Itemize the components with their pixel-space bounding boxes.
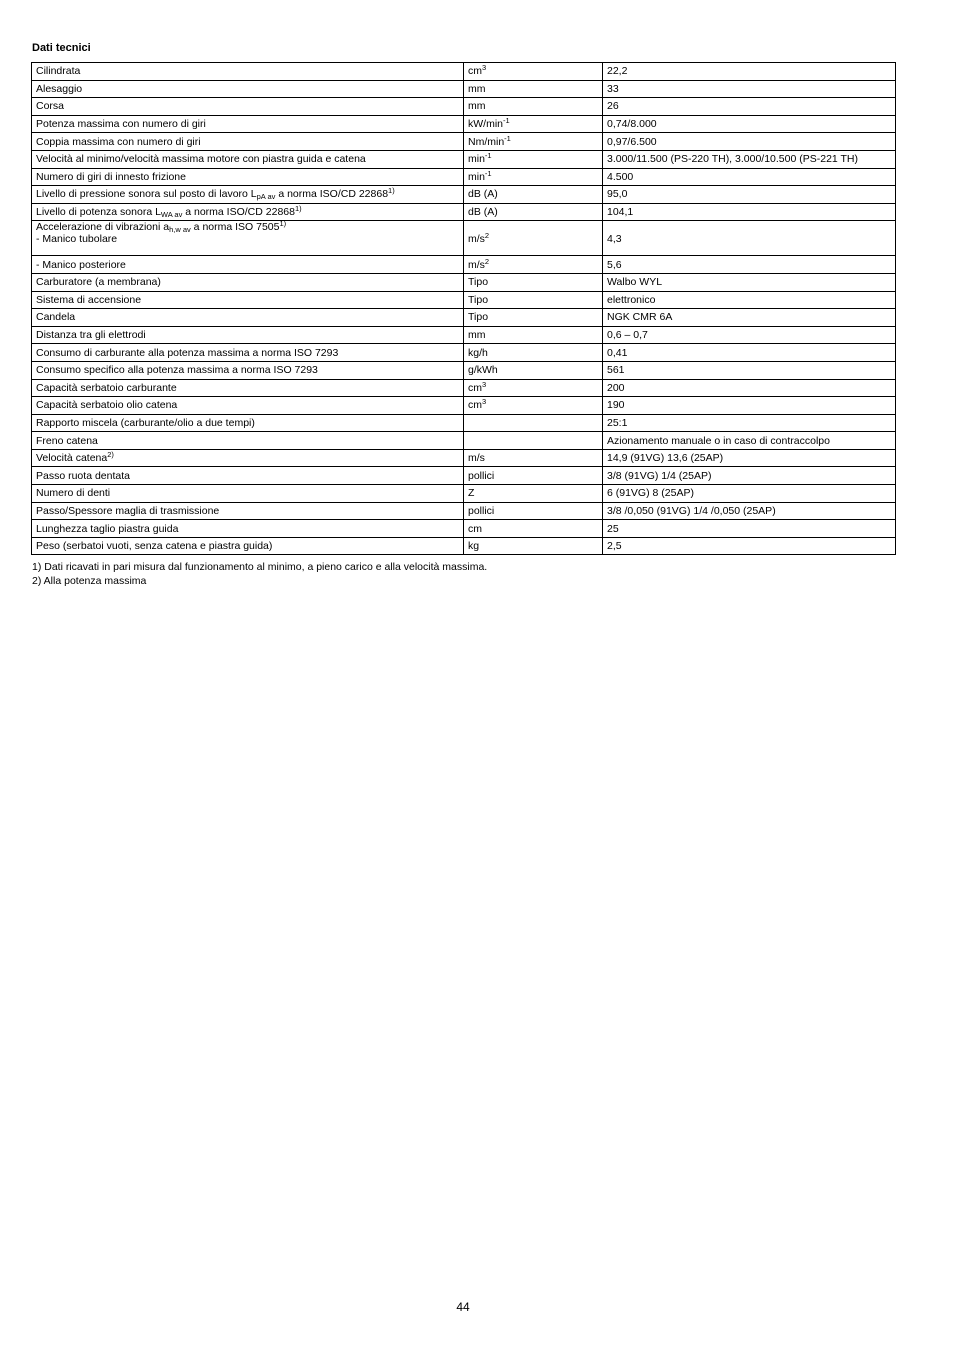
spec-unit [464, 273, 603, 291]
spec-unit [464, 63, 603, 81]
spec-label-text: Rapporto miscela (carburante/olio a due tempi) [36, 416, 255, 429]
spec-unit-text: kg [468, 540, 480, 553]
spec-value [603, 203, 896, 221]
spec-unit [464, 414, 603, 432]
spec-label-footnote-ref: 1) [294, 204, 302, 214]
spec-label-line [36, 276, 161, 288]
spec-label-line [36, 118, 206, 130]
spec-label [32, 414, 464, 432]
spec-unit [464, 361, 603, 379]
spec-unit-text: pollici [468, 469, 495, 482]
spec-label-line [36, 417, 255, 429]
table-row [32, 63, 896, 81]
spec-value-text: 561 [607, 364, 625, 377]
spec-unit [464, 133, 603, 151]
table-row [32, 397, 896, 415]
spec-value [603, 256, 896, 274]
table-row [32, 485, 896, 503]
spec-label-line [36, 347, 338, 359]
spec-value [603, 168, 896, 186]
spec-label-text: Accelerazione di vibrazioni a [36, 221, 170, 234]
spec-label-line [36, 487, 110, 499]
spec-unit-exponent: 3 [482, 63, 487, 73]
table-row [32, 203, 896, 221]
spec-label [32, 80, 464, 98]
spec-unit-text: Nm/min [468, 135, 505, 148]
table-row [32, 80, 896, 98]
spec-value-text: 0,41 [607, 346, 628, 359]
spec-label-suffix: a norma ISO 7505 [190, 221, 280, 234]
spec-label-text: Coppia massima con numero di giri [36, 135, 201, 148]
spec-unit-exponent: 3 [482, 379, 487, 389]
spec-label-line [36, 452, 114, 464]
spec-unit-text: m/s [468, 258, 485, 271]
spec-value-text: 4.500 [607, 170, 634, 183]
table-row [32, 291, 896, 309]
spec-unit-text: kg/h [468, 346, 488, 359]
spec-value [603, 326, 896, 344]
table-row [32, 361, 896, 379]
spec-value-text: 5,6 [607, 258, 622, 271]
spec-value [603, 485, 896, 503]
spec-label-text: Consumo di carburante alla potenza massima a norma ISO 7293 [36, 346, 339, 359]
spec-label [32, 344, 464, 362]
spec-value [603, 273, 896, 291]
table-row [32, 520, 896, 538]
spec-unit-text: cm [468, 399, 482, 412]
spec-unit-text: m/s [468, 452, 485, 465]
table-row [32, 221, 896, 256]
table-row [32, 326, 896, 344]
spec-label-line [36, 188, 395, 200]
spec-label [32, 115, 464, 133]
spec-unit-text: Tipo [468, 276, 489, 289]
table-row [32, 273, 896, 291]
spec-unit-text: Tipo [468, 311, 489, 324]
spec-unit-text: cm [468, 65, 482, 78]
spec-unit [464, 150, 603, 168]
table-row [32, 115, 896, 133]
table-row [32, 414, 896, 432]
spec-label [32, 397, 464, 415]
spec-label-text: Carburatore (a membrana) [36, 276, 161, 289]
spec-unit [464, 203, 603, 221]
spec-label-line [36, 470, 130, 482]
spec-value-text: 26 [607, 100, 619, 113]
spec-unit [464, 432, 603, 450]
spec-unit [464, 98, 603, 116]
spec-label [32, 291, 464, 309]
spec-label [32, 467, 464, 485]
spec-label [32, 273, 464, 291]
spec-label [32, 502, 464, 520]
spec-value [603, 63, 896, 81]
spec-unit [464, 326, 603, 344]
spec-unit [464, 537, 603, 555]
spec-label-text: Peso (serbatoi vuoti, senza catena e piastra guida) [36, 540, 273, 553]
spec-unit-exponent: 2 [484, 231, 490, 241]
spec-unit [464, 397, 603, 415]
spec-label-line [36, 259, 126, 271]
spec-label-text: Alesaggio [36, 82, 83, 95]
spec-unit-text: mm [468, 329, 486, 342]
spec-unit-text: min [468, 170, 485, 183]
spec-label-text: Livello di pressione sonora sul posto di lavoro L [36, 188, 257, 201]
spec-label-text: Velocità catena [36, 452, 108, 465]
spec-label-line [36, 523, 178, 535]
section-title: Dati tecnici [32, 42, 91, 54]
spec-unit-exponent: -1 [504, 133, 511, 143]
spec-label-text: Distanza tra gli elettrodi [36, 329, 146, 342]
spec-label-line [36, 171, 186, 183]
spec-value-text: Azionamento manuale o in caso di contraccolpo [607, 434, 830, 447]
spec-label-subscript: pA av [256, 192, 276, 202]
spec-value-text: 0,74/8.000 [607, 118, 657, 131]
spec-label-text: Sistema di accensione [36, 293, 142, 306]
spec-value-text: 95,0 [607, 188, 628, 201]
spec-value [603, 414, 896, 432]
spec-table [31, 62, 896, 555]
spec-unit [464, 344, 603, 362]
spec-label-text: Corsa [36, 100, 65, 113]
spec-unit [464, 485, 603, 503]
spec-label-subscript: WA av [160, 210, 183, 220]
spec-unit-exponent: -1 [484, 151, 492, 161]
spec-label-footnote-ref: 1) [279, 219, 287, 229]
spec-label-suffix: a norma ISO/CD 22868 [275, 188, 389, 201]
spec-label-line [36, 505, 219, 517]
spec-label-line [36, 65, 80, 77]
spec-unit-text: dB (A) [468, 206, 498, 219]
table-row [32, 379, 896, 397]
spec-label-line [36, 364, 318, 376]
table-row [32, 98, 896, 116]
spec-value [603, 449, 896, 467]
spec-label-line [36, 206, 302, 218]
spec-value [603, 379, 896, 397]
spec-label-line [36, 100, 64, 112]
spec-unit [464, 502, 603, 520]
spec-value [603, 397, 896, 415]
spec-label-line [36, 382, 177, 394]
spec-unit-text: min [468, 153, 485, 166]
spec-value-text: 25:1 [607, 416, 628, 429]
footnotes [32, 561, 487, 588]
spec-unit [464, 256, 603, 274]
spec-unit [464, 221, 603, 256]
table-row [32, 432, 896, 450]
spec-unit [464, 291, 603, 309]
spec-label-line [36, 329, 146, 341]
spec-label-text: Passo ruota dentata [36, 469, 130, 482]
spec-label [32, 186, 464, 204]
page-number: 44 [456, 1300, 470, 1314]
spec-unit [464, 186, 603, 204]
spec-value [603, 344, 896, 362]
spec-value [603, 520, 896, 538]
spec-value-text: 4,3 [607, 233, 622, 246]
spec-label-text: Freno catena [36, 434, 98, 447]
spec-label-line [36, 540, 272, 552]
spec-label-text: Lunghezza taglio piastra guida [36, 522, 179, 535]
spec-unit-text: kW/min [468, 118, 503, 131]
spec-label-suffix: a norma ISO/CD 22868 [182, 206, 295, 219]
spec-value [603, 502, 896, 520]
spec-unit-text: Z [468, 487, 475, 500]
spec-value-text: 104,1 [607, 206, 634, 219]
spec-value [603, 80, 896, 98]
spec-unit-text: m/s [468, 233, 485, 246]
spec-label-line [36, 311, 75, 323]
spec-unit [464, 80, 603, 98]
spec-value [603, 291, 896, 309]
spec-value [603, 150, 896, 168]
spec-label [32, 98, 464, 116]
spec-value-text: 0,6 – 0,7 [607, 329, 648, 342]
spec-unit-text: pollici [468, 504, 495, 517]
spec-value [603, 221, 896, 256]
table-row [32, 537, 896, 555]
spec-label-text: Capacità serbatoio carburante [36, 381, 177, 394]
spec-unit-text: Tipo [468, 293, 489, 306]
spec-value [603, 98, 896, 116]
spec-label-text: Cilindrata [36, 65, 81, 78]
spec-value-text: NGK CMR 6A [607, 311, 673, 324]
spec-value-text: 6 (91VG) 8 (25AP) [607, 487, 694, 500]
table-row [32, 309, 896, 327]
spec-unit [464, 168, 603, 186]
spec-label-text: Consumo specifico alla potenza massima a norma ISO 7293 [36, 364, 318, 377]
spec-label-line [36, 221, 459, 233]
spec-value-text: 0,97/6.500 [607, 135, 657, 148]
spec-label-text: Candela [36, 311, 76, 324]
footnote-1: 1) Dati ricavati in pari misura dal funzionamento al minimo, a pieno carico e alla velocità massima. [32, 561, 488, 573]
spec-label-text: Passo/Spessore maglia di trasmissione [36, 504, 220, 517]
spec-label-text: Potenza massima con numero di giri [36, 118, 206, 131]
spec-label-footnote-ref: 2) [107, 450, 114, 460]
spec-unit-exponent: 3 [482, 397, 487, 407]
spec-label [32, 309, 464, 327]
spec-label-line [36, 435, 98, 447]
spec-unit-text: cm [468, 522, 482, 535]
spec-label-text: Numero di giri di innesto frizione [36, 170, 186, 183]
spec-label [32, 537, 464, 555]
spec-label-text: Velocità al minimo/velocità massima motore con piastra guida e catena [36, 153, 366, 166]
spec-label-text: - Manico posteriore [36, 258, 126, 271]
spec-label [32, 485, 464, 503]
spec-label-line [36, 399, 177, 411]
spec-value-text: 2,5 [607, 540, 622, 553]
spec-table-body [32, 63, 896, 555]
spec-value [603, 133, 896, 151]
table-row [32, 467, 896, 485]
spec-label-subscript: h,w av [169, 225, 191, 235]
spec-unit-text: mm [468, 82, 486, 95]
spec-label [32, 203, 464, 221]
spec-value-text: 22,2 [607, 65, 628, 78]
spec-value-text: 200 [607, 381, 625, 394]
spec-value [603, 537, 896, 555]
spec-value [603, 186, 896, 204]
spec-label [32, 168, 464, 186]
spec-unit-text: mm [468, 100, 486, 113]
spec-value [603, 467, 896, 485]
spec-label [32, 361, 464, 379]
spec-label [32, 150, 464, 168]
spec-label [32, 326, 464, 344]
spec-unit-exponent: 2 [484, 256, 490, 266]
spec-label-line [36, 294, 141, 306]
spec-label [32, 256, 464, 274]
spec-value [603, 115, 896, 133]
table-row [32, 133, 896, 151]
spec-label-text: Numero di denti [36, 487, 111, 500]
spec-label-line [36, 153, 366, 165]
table-row [32, 150, 896, 168]
spec-label-line: - Manico tubolare [36, 233, 118, 246]
spec-label [32, 63, 464, 81]
spec-unit [464, 115, 603, 133]
spec-value-text: 3.000/11.500 (PS-220 TH), 3.000/10.500 (PS-221 TH) [607, 153, 858, 166]
spec-value [603, 361, 896, 379]
spec-value-text: 25 [607, 522, 619, 535]
spec-unit-exponent: -1 [484, 168, 492, 178]
spec-label-footnote-ref: 1) [388, 186, 395, 196]
spec-unit-text: g/kWh [468, 364, 498, 377]
spec-label [32, 133, 464, 151]
spec-label-line [36, 83, 82, 95]
spec-value [603, 309, 896, 327]
spec-unit [464, 379, 603, 397]
table-row [32, 186, 896, 204]
spec-label-text: Capacità serbatoio olio catena [36, 399, 178, 412]
table-row [32, 449, 896, 467]
spec-value-text: 3/8 /0,050 (91VG) 1/4 /0,050 (25AP) [607, 504, 776, 517]
footnote-2: 2) Alla potenza massima [32, 574, 147, 587]
table-row [32, 256, 896, 274]
spec-unit-text: cm [468, 381, 482, 394]
spec-label [32, 379, 464, 397]
spec-value-text: 33 [607, 82, 619, 95]
spec-unit-exponent: -1 [503, 116, 510, 126]
spec-value-text: 190 [607, 399, 625, 412]
table-row [32, 344, 896, 362]
spec-unit [464, 520, 603, 538]
table-row [32, 168, 896, 186]
spec-label [32, 449, 464, 467]
spec-unit-text: dB (A) [468, 188, 498, 201]
spec-label [32, 221, 464, 256]
spec-value-text: elettronico [607, 293, 656, 306]
spec-label [32, 520, 464, 538]
spec-value [603, 432, 896, 450]
table-row [32, 502, 896, 520]
spec-value-text: 14,9 (91VG) 13,6 (25AP) [607, 452, 724, 465]
spec-label [32, 432, 464, 450]
spec-label-line [36, 136, 201, 148]
spec-unit [464, 309, 603, 327]
spec-unit [464, 449, 603, 467]
spec-label-text: Livello di potenza sonora L [36, 206, 161, 219]
spec-value-text: 3/8 (91VG) 1/4 (25AP) [607, 469, 712, 482]
spec-unit [464, 467, 603, 485]
spec-value-text: Walbo WYL [607, 276, 663, 289]
